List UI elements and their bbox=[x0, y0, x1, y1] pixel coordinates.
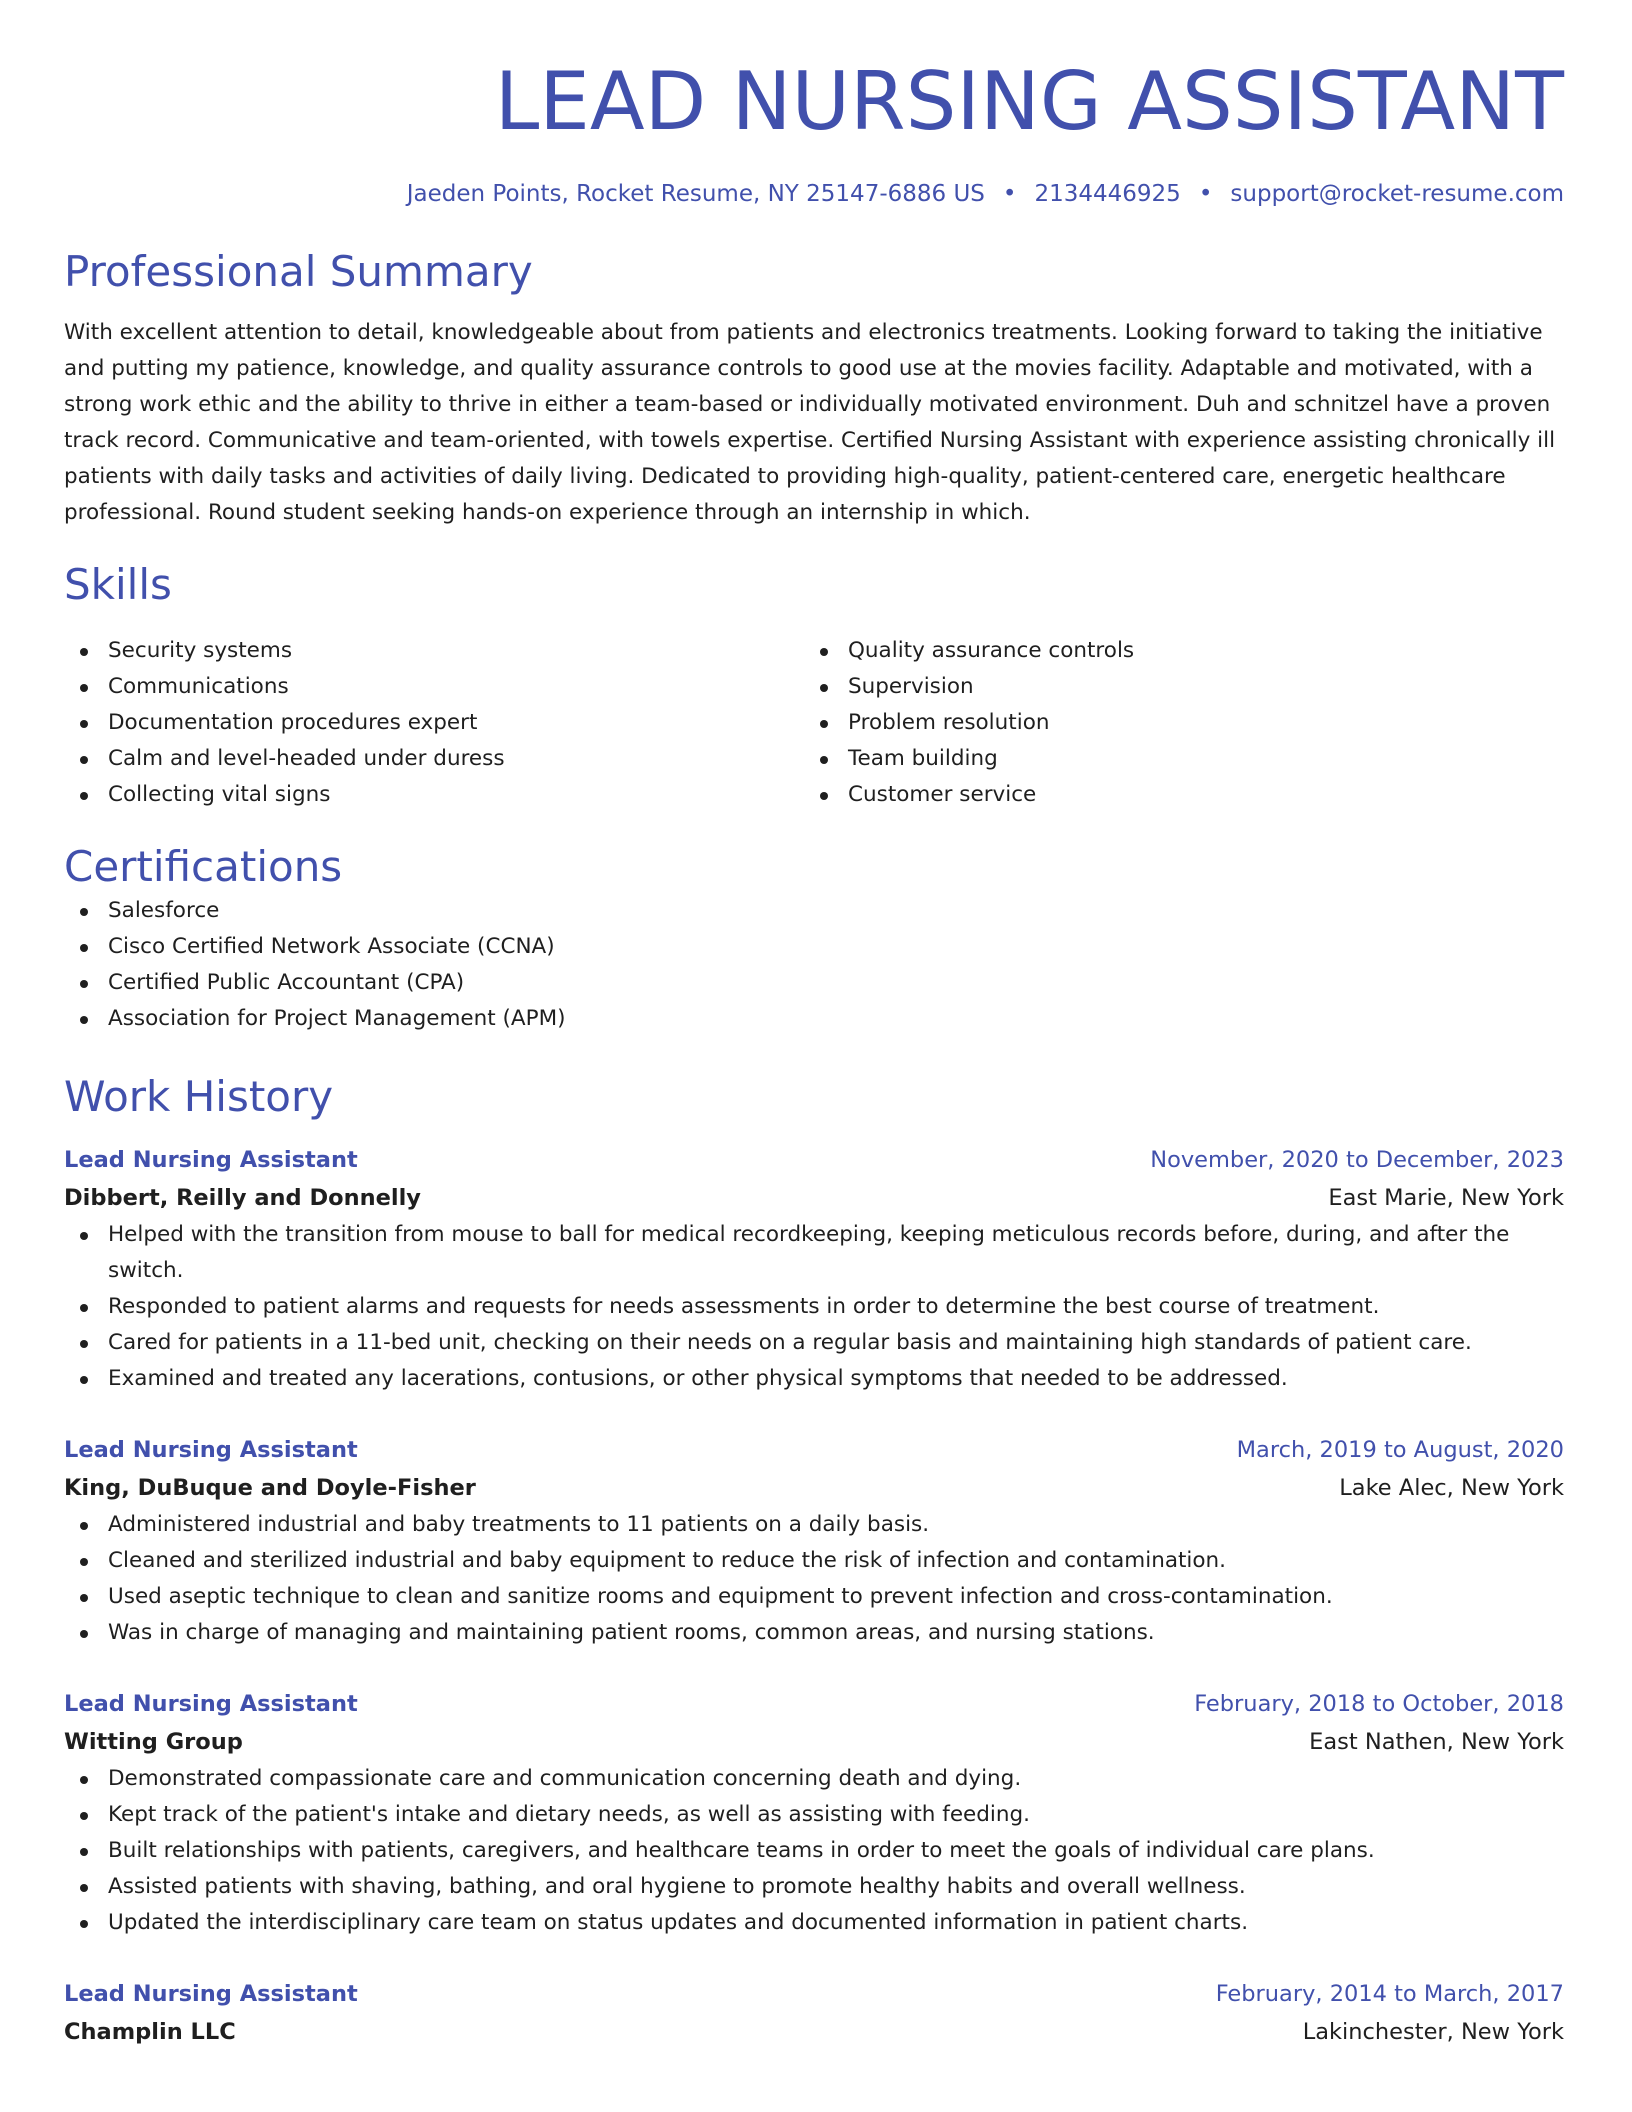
skill-item: Supervision bbox=[804, 669, 1544, 705]
contact-address: Jaeden Points, Rocket Resume, NY 25147-6886 US bbox=[406, 181, 985, 207]
skills-heading: Skills bbox=[64, 560, 172, 609]
job-entry bbox=[64, 1141, 1564, 1397]
skill-item: Calm and level-headed under duress bbox=[64, 741, 804, 777]
job-location: Lake Alec, New York bbox=[1339, 1475, 1564, 1501]
certification-item: Certified Public Accountant (CPA) bbox=[64, 965, 1564, 1001]
skills-left-column bbox=[64, 633, 804, 813]
job-location: East Nathen, New York bbox=[1309, 1729, 1564, 1755]
skill-item: Team building bbox=[804, 741, 1544, 777]
job-bullet: Examined and treated any lacerations, contusions, or other physical symptoms that needed to be addressed. bbox=[64, 1361, 1564, 1397]
contact-phone: 2134446925 bbox=[1034, 181, 1181, 207]
job-dates: March, 2019 to August, 2020 bbox=[1236, 1437, 1564, 1463]
job-dates: February, 2018 to October, 2018 bbox=[1194, 1691, 1564, 1717]
job-bullet: Updated the interdisciplinary care team on status updates and documented information in patient charts. bbox=[64, 1905, 1564, 1941]
certification-item: Association for Project Management (APM) bbox=[64, 1001, 1564, 1037]
skill-item: Problem resolution bbox=[804, 705, 1544, 741]
contact-separator: • bbox=[1198, 181, 1213, 207]
job-entry bbox=[64, 1431, 1564, 1651]
certifications-list bbox=[64, 893, 1564, 1037]
skills-left-list bbox=[64, 633, 804, 813]
job-bullet: Kept track of the patient's intake and dietary needs, as well as assisting with feeding. bbox=[64, 1797, 1564, 1833]
job-location: Lakinchester, New York bbox=[1302, 2019, 1564, 2045]
job-company-row bbox=[64, 1179, 1564, 1217]
job-bullet: Built relationships with patients, caregivers, and healthcare teams in order to meet the goals of individual care plans. bbox=[64, 1833, 1564, 1869]
job-title: Lead Nursing Assistant bbox=[64, 1437, 358, 1463]
job-company: Witting Group bbox=[64, 1729, 243, 1755]
skills-right-column bbox=[804, 633, 1544, 813]
skill-item: Quality assurance controls bbox=[804, 633, 1544, 669]
job-company: Dibbert, Reilly and Donnelly bbox=[64, 1185, 421, 1211]
job-company-row bbox=[64, 1723, 1564, 1761]
job-title-row bbox=[64, 1431, 1564, 1469]
contact-separator: • bbox=[1002, 181, 1017, 207]
skills-columns bbox=[64, 633, 1564, 813]
job-company-row bbox=[64, 2013, 1564, 2051]
skills-right-list bbox=[804, 633, 1544, 813]
job-title: Lead Nursing Assistant bbox=[64, 1147, 358, 1173]
job-bullet: Responded to patient alarms and requests for needs assessments in order to determine the best course of treatment. bbox=[64, 1289, 1564, 1325]
resume-name: LEAD NURSING ASSISTANT bbox=[494, 55, 1564, 148]
contact-line bbox=[64, 178, 1564, 210]
job-bullet: Cleaned and sterilized industrial and baby equipment to reduce the risk of infection and contamination. bbox=[64, 1543, 1564, 1579]
job-title-row bbox=[64, 1975, 1564, 2013]
job-bullet: Assisted patients with shaving, bathing, and oral hygiene to promote healthy habits and overall wellness. bbox=[64, 1869, 1564, 1905]
summary-heading: Professional Summary bbox=[64, 247, 533, 296]
resume-page bbox=[64, 0, 1564, 2051]
job-company: Champlin LLC bbox=[64, 2019, 236, 2045]
skill-item: Collecting vital signs bbox=[64, 777, 804, 813]
job-bullet: Used aseptic technique to clean and sanitize rooms and equipment to prevent infection and cross-contamination. bbox=[64, 1579, 1564, 1615]
job-bullets bbox=[64, 1761, 1564, 1941]
job-title: Lead Nursing Assistant bbox=[64, 1691, 358, 1717]
summary-text: With excellent attention to detail, knowledgeable about from patients and electronics treatments. Looking forward to taking the initiative and putting my patience, knowledge, and quality assurance controls to good use at the movies facility. Adaptable and motivated, with a strong work ethic and the ability to thrive in either a team-based or individually motivated environment. Duh and schnitzel have a proven track record. Communicative and team-oriented, with towels expertise. Certified Nursing Assistant with experience assisting chronically ill patients with daily tasks and activities of daily living. Dedicated to providing high-quality, patient-centered care, energetic healthcare professional. Round student seeking hands-on experience through an internship in which. bbox=[64, 320, 1556, 525]
job-dates: November, 2020 to December, 2023 bbox=[1150, 1147, 1564, 1173]
contact-email[interactable]: support@rocket-resume.com bbox=[1230, 181, 1564, 207]
skill-item: Security systems bbox=[64, 633, 804, 669]
job-location: East Marie, New York bbox=[1328, 1185, 1564, 1211]
job-title: Lead Nursing Assistant bbox=[64, 1981, 358, 2007]
job-dates: February, 2014 to March, 2017 bbox=[1215, 1981, 1564, 2007]
job-entry bbox=[64, 1685, 1564, 1941]
job-title-row bbox=[64, 1685, 1564, 1723]
job-title-row bbox=[64, 1141, 1564, 1179]
certification-item: Salesforce bbox=[64, 893, 1564, 929]
job-company: King, DuBuque and Doyle-Fisher bbox=[64, 1475, 476, 1501]
job-bullet: Cared for patients in a 11-bed unit, checking on their needs on a regular basis and maintaining high standards of patient care. bbox=[64, 1325, 1564, 1361]
job-bullets bbox=[64, 1217, 1564, 1397]
job-bullets bbox=[64, 1507, 1564, 1651]
job-bullet: Administered industrial and baby treatments to 11 patients on a daily basis. bbox=[64, 1507, 1564, 1543]
job-entry bbox=[64, 1975, 1564, 2051]
skill-item: Customer service bbox=[804, 777, 1544, 813]
certification-item: Cisco Certified Network Associate (CCNA) bbox=[64, 929, 1564, 965]
work-history-heading: Work History bbox=[64, 1072, 334, 1121]
job-bullet: Helped with the transition from mouse to ball for medical recordkeeping, keeping meticulous records before, during, and after the switch. bbox=[64, 1217, 1564, 1289]
job-company-row bbox=[64, 1469, 1564, 1507]
certifications-heading: Certifications bbox=[64, 842, 343, 891]
job-bullet: Demonstrated compassionate care and communication concerning death and dying. bbox=[64, 1761, 1564, 1797]
skill-item: Documentation procedures expert bbox=[64, 705, 804, 741]
skill-item: Communications bbox=[64, 669, 804, 705]
job-bullet: Was in charge of managing and maintaining patient rooms, common areas, and nursing stations. bbox=[64, 1615, 1564, 1651]
resume-header bbox=[64, 0, 1564, 210]
